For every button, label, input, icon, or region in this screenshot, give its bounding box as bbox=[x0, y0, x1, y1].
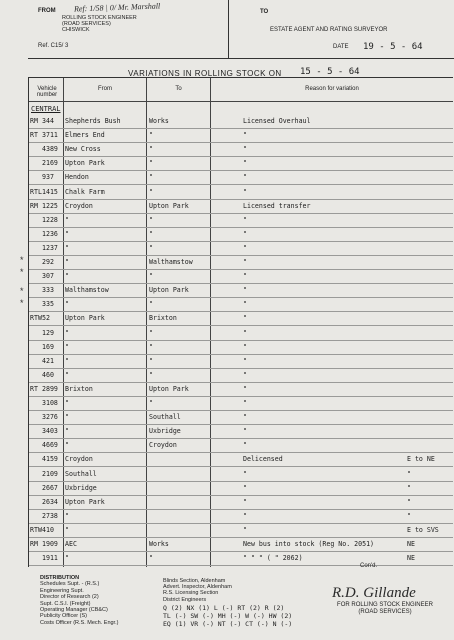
variation-reason: " " " ( " 2062) bbox=[243, 554, 303, 563]
vehicle-number: 3276 bbox=[42, 413, 58, 422]
variation-code: E to NE bbox=[407, 455, 435, 464]
distribution-item: Publicity Officer (S) bbox=[40, 613, 87, 620]
row-rule bbox=[29, 509, 453, 510]
row-rule bbox=[29, 452, 453, 453]
distribution-item: Engineering Supt. bbox=[40, 587, 84, 594]
row-rule bbox=[29, 354, 453, 355]
memo-header bbox=[28, 0, 454, 59]
row-rule bbox=[29, 382, 453, 383]
distribution-item: Director of Research (2) bbox=[40, 594, 99, 601]
from-line: CHISWICK bbox=[62, 27, 90, 33]
code-line: Q (2) NX (1) L (-) RT (2) R (2) bbox=[163, 604, 285, 612]
from-depot: " bbox=[65, 441, 69, 450]
to-depot: Works bbox=[149, 540, 169, 548]
margin-mark: * bbox=[20, 298, 24, 308]
from-depot: Upton Park bbox=[65, 497, 105, 506]
variation-reason: " bbox=[243, 469, 247, 478]
from-depot: Croydon bbox=[65, 455, 93, 464]
distribution-item: Operating Manager (CB&C) bbox=[40, 607, 108, 614]
variation-reason: " bbox=[243, 525, 247, 534]
vehicle-number: 335 bbox=[42, 300, 54, 309]
vehicle-number: 410 bbox=[42, 525, 54, 534]
variation-reason: Licensed Overhaul bbox=[243, 117, 311, 125]
row-rule bbox=[29, 466, 453, 467]
to-depot: Walthamstow bbox=[149, 258, 193, 266]
row-rule bbox=[29, 565, 453, 566]
from-depot: " bbox=[65, 511, 69, 520]
to-depot: Southall bbox=[149, 413, 181, 422]
to-depot: " bbox=[149, 229, 153, 238]
variation-reason: " bbox=[243, 384, 247, 393]
variation-reason: " bbox=[243, 413, 247, 422]
variation-reason: " bbox=[243, 131, 247, 140]
recipient: ESTATE AGENT AND RATING SURVEYOR bbox=[270, 27, 388, 33]
from-depot: " bbox=[65, 427, 69, 436]
row-rule bbox=[29, 142, 453, 143]
vehicle-number: 2109 bbox=[42, 469, 58, 478]
vehicle-number: 1225 bbox=[42, 201, 58, 210]
row-rule bbox=[29, 227, 453, 228]
distribution-item: Advert. Inspector, Aldenham bbox=[163, 584, 232, 591]
from-depot: Upton Park bbox=[65, 314, 105, 323]
date-value: 19 - 5 - 64 bbox=[363, 42, 423, 52]
vehicle-number: 3711 bbox=[42, 131, 58, 140]
variation-code: NE bbox=[407, 540, 415, 548]
row-rule bbox=[29, 283, 453, 284]
from-depot: " bbox=[65, 342, 69, 351]
from-line: ROLLING STOCK ENGINEER bbox=[62, 15, 137, 21]
from-depot: Walthamstow bbox=[65, 286, 109, 295]
vehicle-prefix: RTL bbox=[30, 187, 42, 196]
garage-codes bbox=[163, 604, 292, 628]
from-depot: Elmers End bbox=[65, 131, 105, 140]
date-label: DATE bbox=[333, 44, 349, 50]
row-rule bbox=[29, 325, 453, 326]
to-depot: " bbox=[149, 399, 153, 407]
row-rule bbox=[29, 213, 453, 214]
from-depot: New Cross bbox=[65, 145, 101, 154]
header-divider bbox=[228, 0, 229, 58]
row-rule bbox=[29, 311, 453, 312]
variation-reason: " bbox=[243, 187, 247, 196]
vehicle-prefix: RT bbox=[30, 384, 38, 393]
variation-reason: " bbox=[243, 286, 247, 295]
distribution-middle bbox=[163, 578, 232, 603]
from-depot: Chalk Farm bbox=[65, 187, 105, 196]
variation-reason: " bbox=[243, 272, 247, 281]
vehicle-number: 1236 bbox=[42, 229, 58, 238]
col-header-vehicle: Vehicle number bbox=[36, 86, 58, 98]
variation-code: E to SVS bbox=[407, 525, 439, 534]
variation-reason: " bbox=[243, 483, 247, 492]
to-depot: " bbox=[149, 370, 153, 379]
to-depot: Brixton bbox=[149, 314, 177, 323]
variation-reason: " bbox=[243, 427, 247, 436]
row-rule bbox=[29, 481, 453, 482]
row-rule bbox=[29, 156, 453, 157]
variation-reason: " bbox=[243, 258, 247, 266]
variation-reason: Licensed transfer bbox=[243, 201, 311, 210]
variation-reason: " bbox=[243, 497, 247, 506]
col-header-reason: Reason for variation bbox=[305, 86, 359, 92]
vehicle-number: 52 bbox=[42, 314, 50, 323]
row-rule bbox=[29, 424, 453, 425]
to-depot: Croydon bbox=[149, 441, 177, 450]
to-depot: Upton Park bbox=[149, 286, 189, 295]
variation-reason: " bbox=[243, 356, 247, 365]
variation-reason: " bbox=[243, 145, 247, 154]
to-depot: " bbox=[149, 187, 153, 196]
from-depot: " bbox=[65, 525, 69, 534]
to-depot: " bbox=[149, 272, 153, 281]
to-depot: " bbox=[149, 145, 153, 154]
to-depot: Uxbridge bbox=[149, 427, 181, 436]
title-date: 15 - 5 - 64 bbox=[300, 67, 360, 77]
to-depot: " bbox=[149, 300, 153, 309]
to-depot: " bbox=[149, 554, 153, 563]
to-label: TO bbox=[260, 9, 269, 15]
from-depot: " bbox=[65, 356, 69, 365]
vehicle-number: 2667 bbox=[42, 483, 58, 492]
signature-caption: FOR ROLLING STOCK ENGINEER (ROAD SERVICES) bbox=[337, 602, 433, 615]
variation-code: " bbox=[407, 497, 411, 506]
variations-table bbox=[28, 77, 453, 567]
row-rule bbox=[29, 340, 453, 341]
variation-reason: " bbox=[243, 229, 247, 238]
variation-code: " bbox=[407, 511, 411, 520]
document-title: VARIATIONS IN ROLLING STOCK ON bbox=[128, 69, 282, 78]
row-rule bbox=[29, 184, 453, 185]
row-rule bbox=[29, 255, 453, 256]
header-rule bbox=[29, 101, 453, 102]
row-rule bbox=[29, 523, 453, 524]
row-rule bbox=[29, 438, 453, 439]
variation-reason: " bbox=[243, 173, 247, 182]
variation-code: NE bbox=[407, 554, 415, 563]
to-depot: " bbox=[149, 215, 153, 224]
to-depot: " bbox=[149, 243, 153, 252]
margin-mark: * bbox=[20, 255, 24, 265]
variation-reason: " bbox=[243, 215, 247, 224]
row-rule bbox=[29, 551, 453, 552]
vehicle-number: 129 bbox=[42, 328, 54, 337]
row-rule bbox=[29, 410, 453, 411]
code-line: EQ (1) VR (-) NT (-) CT (-) N (-) bbox=[163, 620, 293, 628]
vehicle-number: 421 bbox=[42, 356, 54, 365]
distribution-item: Blinds Section, Aldenham bbox=[163, 578, 226, 584]
to-depot: Works bbox=[149, 117, 169, 125]
vehicle-number: 4389 bbox=[42, 145, 58, 154]
signature bbox=[330, 580, 440, 604]
col-header-from: From bbox=[98, 86, 112, 92]
row-rule bbox=[29, 368, 453, 369]
vehicle-number: 4159 bbox=[42, 455, 58, 464]
vehicle-number: 1237 bbox=[42, 243, 58, 252]
vehicle-number: 169 bbox=[42, 342, 54, 351]
vehicle-number: 1911 bbox=[42, 554, 58, 563]
variation-code: " bbox=[407, 469, 411, 478]
vehicle-number: 1909 bbox=[42, 540, 58, 548]
from-depot: AEC bbox=[65, 540, 77, 548]
variation-reason: " bbox=[243, 243, 247, 252]
from-depot: " bbox=[65, 413, 69, 422]
vehicle-prefix: RTW bbox=[30, 314, 42, 323]
variation-reason: " bbox=[243, 370, 247, 379]
from-depot: Shepherds Bush bbox=[65, 117, 121, 125]
section-heading: CENTRAL bbox=[31, 105, 61, 113]
row-rule bbox=[29, 297, 453, 298]
col-header-to: To bbox=[175, 86, 182, 92]
from-depot: " bbox=[65, 370, 69, 379]
vehicle-number: 307 bbox=[42, 272, 54, 281]
to-depot: " bbox=[149, 159, 153, 168]
variation-reason: " bbox=[243, 300, 247, 309]
row-rule bbox=[29, 537, 453, 538]
row-rule bbox=[29, 495, 453, 496]
row-rule bbox=[29, 269, 453, 270]
distribution-item: R.S. Licensing Section bbox=[163, 590, 219, 597]
distribution-list bbox=[40, 575, 118, 626]
variation-reason: " bbox=[243, 399, 247, 407]
reference-number: Ref. C15/ 3 bbox=[38, 43, 69, 49]
vehicle-number: 4669 bbox=[42, 441, 58, 450]
to-depot: Upton Park bbox=[149, 201, 189, 210]
from-depot: " bbox=[65, 399, 69, 407]
from-depot: " bbox=[65, 554, 69, 563]
to-depot: " bbox=[149, 131, 153, 140]
distribution-item: Schedules Supt. - (R.S.) bbox=[40, 581, 100, 588]
variation-reason: " bbox=[243, 314, 247, 323]
row-rule bbox=[29, 170, 453, 171]
vehicle-number: 344 bbox=[42, 117, 54, 125]
from-depot: Hendon bbox=[65, 173, 89, 182]
from-depot: " bbox=[65, 272, 69, 281]
to-depot: " bbox=[149, 173, 153, 182]
vehicle-number: 333 bbox=[42, 286, 54, 295]
from-depot: " bbox=[65, 229, 69, 238]
vehicle-prefix: RTW bbox=[30, 525, 42, 534]
from-line: (ROAD SERVICES) bbox=[62, 21, 111, 27]
margin-mark: * bbox=[20, 267, 24, 277]
from-depot: Brixton bbox=[65, 384, 93, 393]
variation-reason: Delicensed bbox=[243, 455, 283, 464]
distribution-item: Costs Officer (R.S. Mech. Engr.) bbox=[40, 619, 119, 626]
vehicle-number: 2634 bbox=[42, 497, 58, 506]
to-depot: Upton Park bbox=[149, 384, 189, 393]
vehicle-number: 2169 bbox=[42, 159, 58, 168]
continued-note: Con'd. bbox=[360, 563, 378, 569]
vehicle-prefix: RM bbox=[30, 540, 38, 548]
distribution-item: Supt. C.S.I. (Freight) bbox=[40, 600, 91, 607]
from-depot: " bbox=[65, 258, 69, 266]
row-rule bbox=[29, 396, 453, 397]
vehicle-number: 3108 bbox=[42, 399, 58, 407]
from-depot: Upton Park bbox=[65, 159, 105, 168]
from-depot: Uxbridge bbox=[65, 483, 97, 492]
vehicle-number: 2738 bbox=[42, 511, 58, 520]
code-line: TL (-) SW (-) MH (-) W (-) HW (2) bbox=[163, 612, 293, 620]
from-label: FROM bbox=[38, 8, 56, 14]
from-depot: " bbox=[65, 243, 69, 252]
vehicle-prefix: RM bbox=[30, 201, 38, 210]
distribution-heading: DISTRIBUTION bbox=[40, 575, 80, 581]
row-rule bbox=[29, 199, 453, 200]
from-depot: " bbox=[65, 300, 69, 309]
vehicle-number: 937 bbox=[42, 173, 54, 182]
vehicle-number: 3403 bbox=[42, 427, 58, 436]
row-rule bbox=[29, 128, 453, 129]
distribution-item: District Engineers bbox=[163, 596, 207, 603]
variation-reason: " bbox=[243, 441, 247, 450]
row-rule bbox=[29, 241, 453, 242]
margin-mark: * bbox=[20, 286, 24, 296]
to-depot: " bbox=[149, 342, 153, 351]
vehicle-number: 292 bbox=[42, 258, 54, 266]
from-depot: " bbox=[65, 328, 69, 337]
variation-reason: " bbox=[243, 511, 247, 520]
from-depot: " bbox=[65, 215, 69, 224]
from-depot: Southall bbox=[65, 469, 97, 478]
vehicle-number: 1228 bbox=[42, 215, 58, 224]
vehicle-number: 460 bbox=[42, 370, 54, 379]
from-depot: Croydon bbox=[65, 201, 93, 210]
variation-reason: " bbox=[243, 328, 247, 337]
vehicle-prefix: RT bbox=[30, 131, 38, 140]
vehicle-number: 2899 bbox=[42, 384, 58, 393]
vehicle-prefix: RM bbox=[30, 117, 38, 125]
variation-reason: " bbox=[243, 159, 247, 168]
variation-reason: " bbox=[243, 342, 247, 351]
variation-reason: New bus into stock (Reg No. 2051) bbox=[243, 540, 375, 548]
to-depot: " bbox=[149, 328, 153, 337]
to-depot: " bbox=[149, 356, 153, 365]
vehicle-number: 1415 bbox=[42, 187, 58, 196]
signature-text: R.D. Gillande bbox=[332, 585, 416, 601]
variation-code: " bbox=[407, 483, 411, 492]
handwritten-note: Ref: 1/58 | 0/ Mr. Marshall bbox=[73, 1, 161, 14]
